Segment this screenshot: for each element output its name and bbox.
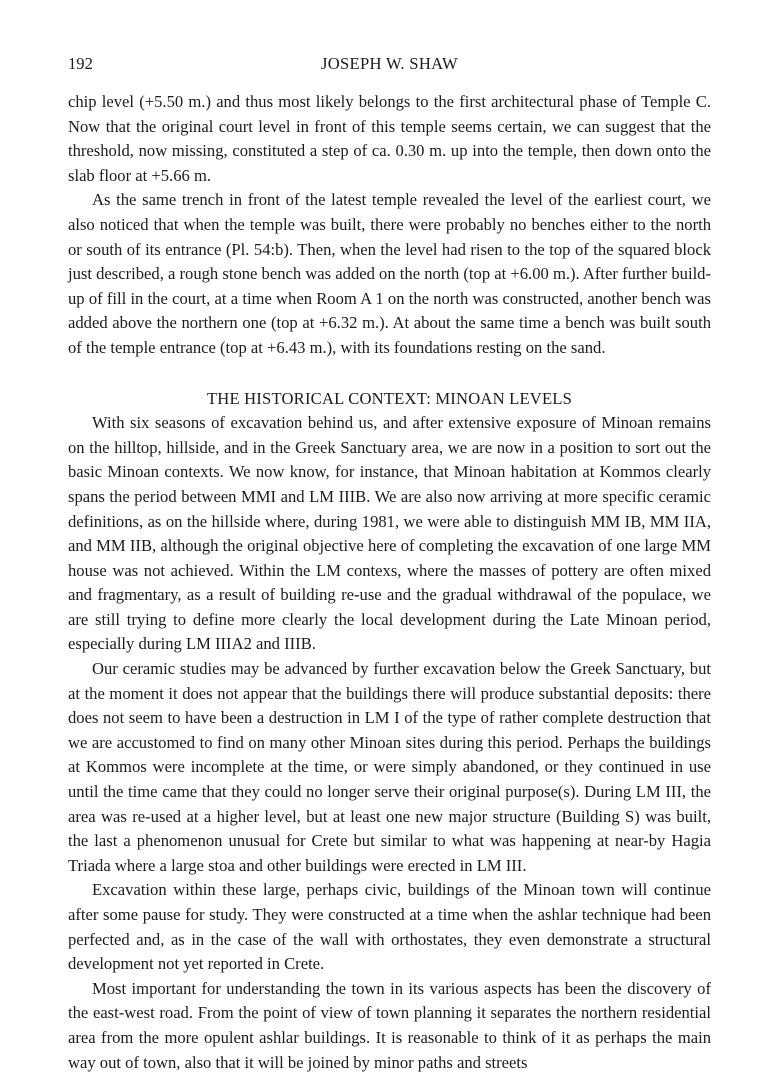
- paragraph: As the same trench in front of the latest temple revealed the level of the earliest court, we also noticed that when the temple was built, there were probably no benches either to the north or south of its entrance (Pl. 54:b). Then, when the level had risen to the top of the squared block just described, a rough stone bench was added on the north (top at +6.00 m.). After further build-up of fill in the court, at a time when Room A 1 on the north was constructed, another bench was added above the northern one (top at +6.32 m.). At about the same time a bench was built south of the temple entrance (top at +6.43 m.), with its foundations resting on the sand.: [68, 190, 711, 357]
- paragraph: Most important for understanding the town in its various aspects has been the discovery of the east-west road. From the point of view of town planning it separates the northern residential area from the more opulent ashlar buildings. It is reasonable to think of it as perhaps the main way out of town, also that it will be joined by minor paths and streets: [68, 978, 711, 1072]
- paragraph: Our ceramic studies may be advanced by further excavation below the Greek Sanctuary, but at the moment it does not appear that the buildings there will produce substantial deposits: there does not seem to have been a destruction in LM I of the type of rather complete destruction that we are accustomed to find on many other Minoan sites during this period. Perhaps the buildings at Kommos were incomplete at the time, or were simply abandoned, or they continued in use until the time came that they could no longer serve their original purpose(s). During LM III, the area was re-used at a higher level, but at least one new major structure (Building S) was built, the last a phenomenon unusual for Crete but similar to what was happening at near-by Hagia Triada where a large stoa and other buildings were erected in LM III.: [68, 659, 711, 875]
- paragraph-continued: chip level (+5.50 m.) and thus most likely belongs to the first architectural phase of Temple C. Now that the original court level in front of this temple seems certain, we can suggest that the threshold, now missing, constituted a step of ca. 0.30 m. up into the temple, then down onto the slab floor at +5.66 m.: [68, 92, 711, 185]
- running-head: JOSEPH W. SHAW: [320, 54, 459, 73]
- section-heading: THE HISTORICAL CONTEXT: MINOAN LEVELS: [206, 388, 573, 408]
- page-number: 192: [68, 54, 93, 73]
- paragraph: With six seasons of excavation behind us, and after extensive exposure of Minoan remains on the hilltop, hillside, and in the Greek Sanctuary area, we are now in a position to sort out the basic Minoan contexts. We now know, for instance, that Minoan habitation at Kommos clearly spans the period between MMI and LM IIIB. We are also now arriving at more specific ceramic definitions, as on the hillside where, during 1981, we were able to distinguish MM IB, MM IIA, and MM IIB, although the original objective here of completing the excavation of one large MM house was not achieved. Within the LM contexs, where the masses of pottery are often mixed and fragmentary, as a result of building re-use and the gradual withdrawal of the populace, we are still trying to define more clearly the local development during the Late Minoan period, especially during LM IIIA2 and IIIB.: [68, 413, 711, 654]
- paragraph: Excavation within these large, perhaps civic, buildings of the Minoan town will continue after some pause for study. They were constructed at a time when the ashlar technique had been perfected and, as in the case of the wall with orthostates, they even demonstrate a structural development not yet reported in Crete.: [68, 880, 711, 974]
- page-header: [68, 52, 711, 78]
- document-page: [68, 52, 711, 1075]
